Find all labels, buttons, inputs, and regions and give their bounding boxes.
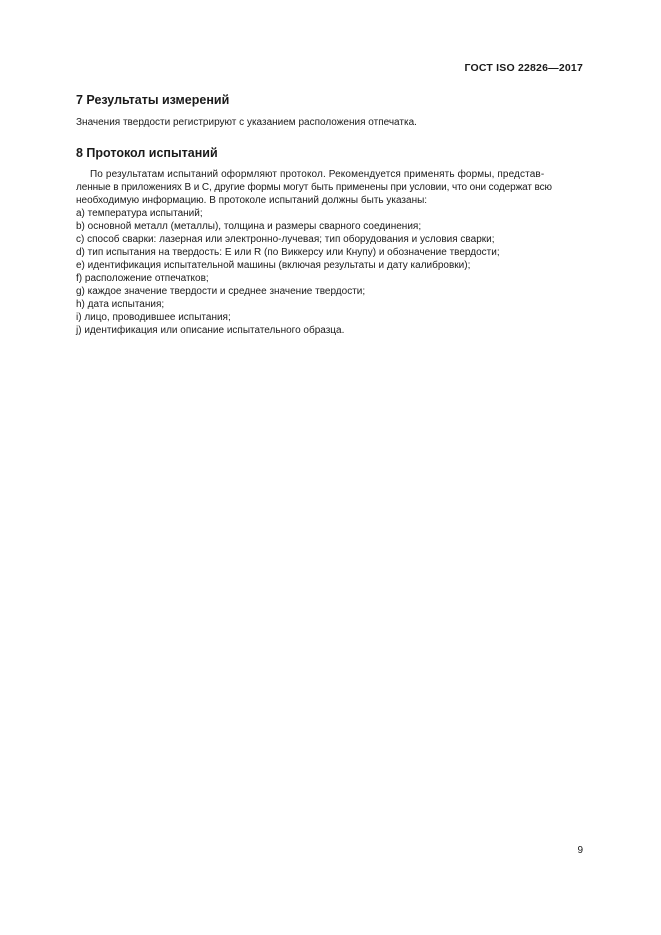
- section-7-text: Значения твердости регистрируют с указанием расположения отпечатка.: [76, 117, 417, 128]
- list-item: i) лицо, проводившее испытания;: [76, 312, 231, 323]
- intro-line-1: По результатам испытаний оформляют протокол. Рекомендуется применять формы, представ-: [90, 169, 545, 180]
- list-item: j) идентификация или описание испытательного образца.: [76, 325, 345, 336]
- page-content: [76, 92, 584, 337]
- section-8-title: 8 Протокол испытаний: [76, 146, 218, 160]
- list-item: h) дата испытания;: [76, 299, 165, 310]
- list-item: f) расположение отпечатков;: [76, 273, 209, 284]
- section-7-title: 7 Результаты измерений: [76, 93, 230, 107]
- list-item: а) температура испытаний;: [76, 208, 203, 219]
- intro-line-2: ленные в приложениях B и C, другие формы могут быть применены при условии, что они содержат всю: [76, 182, 552, 193]
- list-item: d) тип испытания на твердость: E или R (по Виккерсу или Кнупу) и обозначение твердости;: [76, 247, 500, 258]
- list-item: b) основной металл (металлы), толщина и размеры сварного соединения;: [76, 221, 422, 232]
- list-item: g) каждое значение твердости и среднее значение твердости;: [76, 286, 366, 297]
- protocol-items-list: [76, 207, 584, 337]
- section-8-intro: [76, 168, 584, 207]
- intro-line-3: необходимую информацию. В протоколе испытаний должны быть указаны:: [76, 195, 428, 206]
- list-item: c) способ сварки: лазерная или электронно-лучевая; тип оборудования и условия сварки;: [76, 234, 495, 245]
- document-code: ГОСТ ISO 22826—2017: [464, 62, 583, 74]
- page-number: 9: [577, 845, 583, 856]
- list-item: e) идентификация испытательной машины (включая результаты и дату калибровки);: [76, 260, 471, 271]
